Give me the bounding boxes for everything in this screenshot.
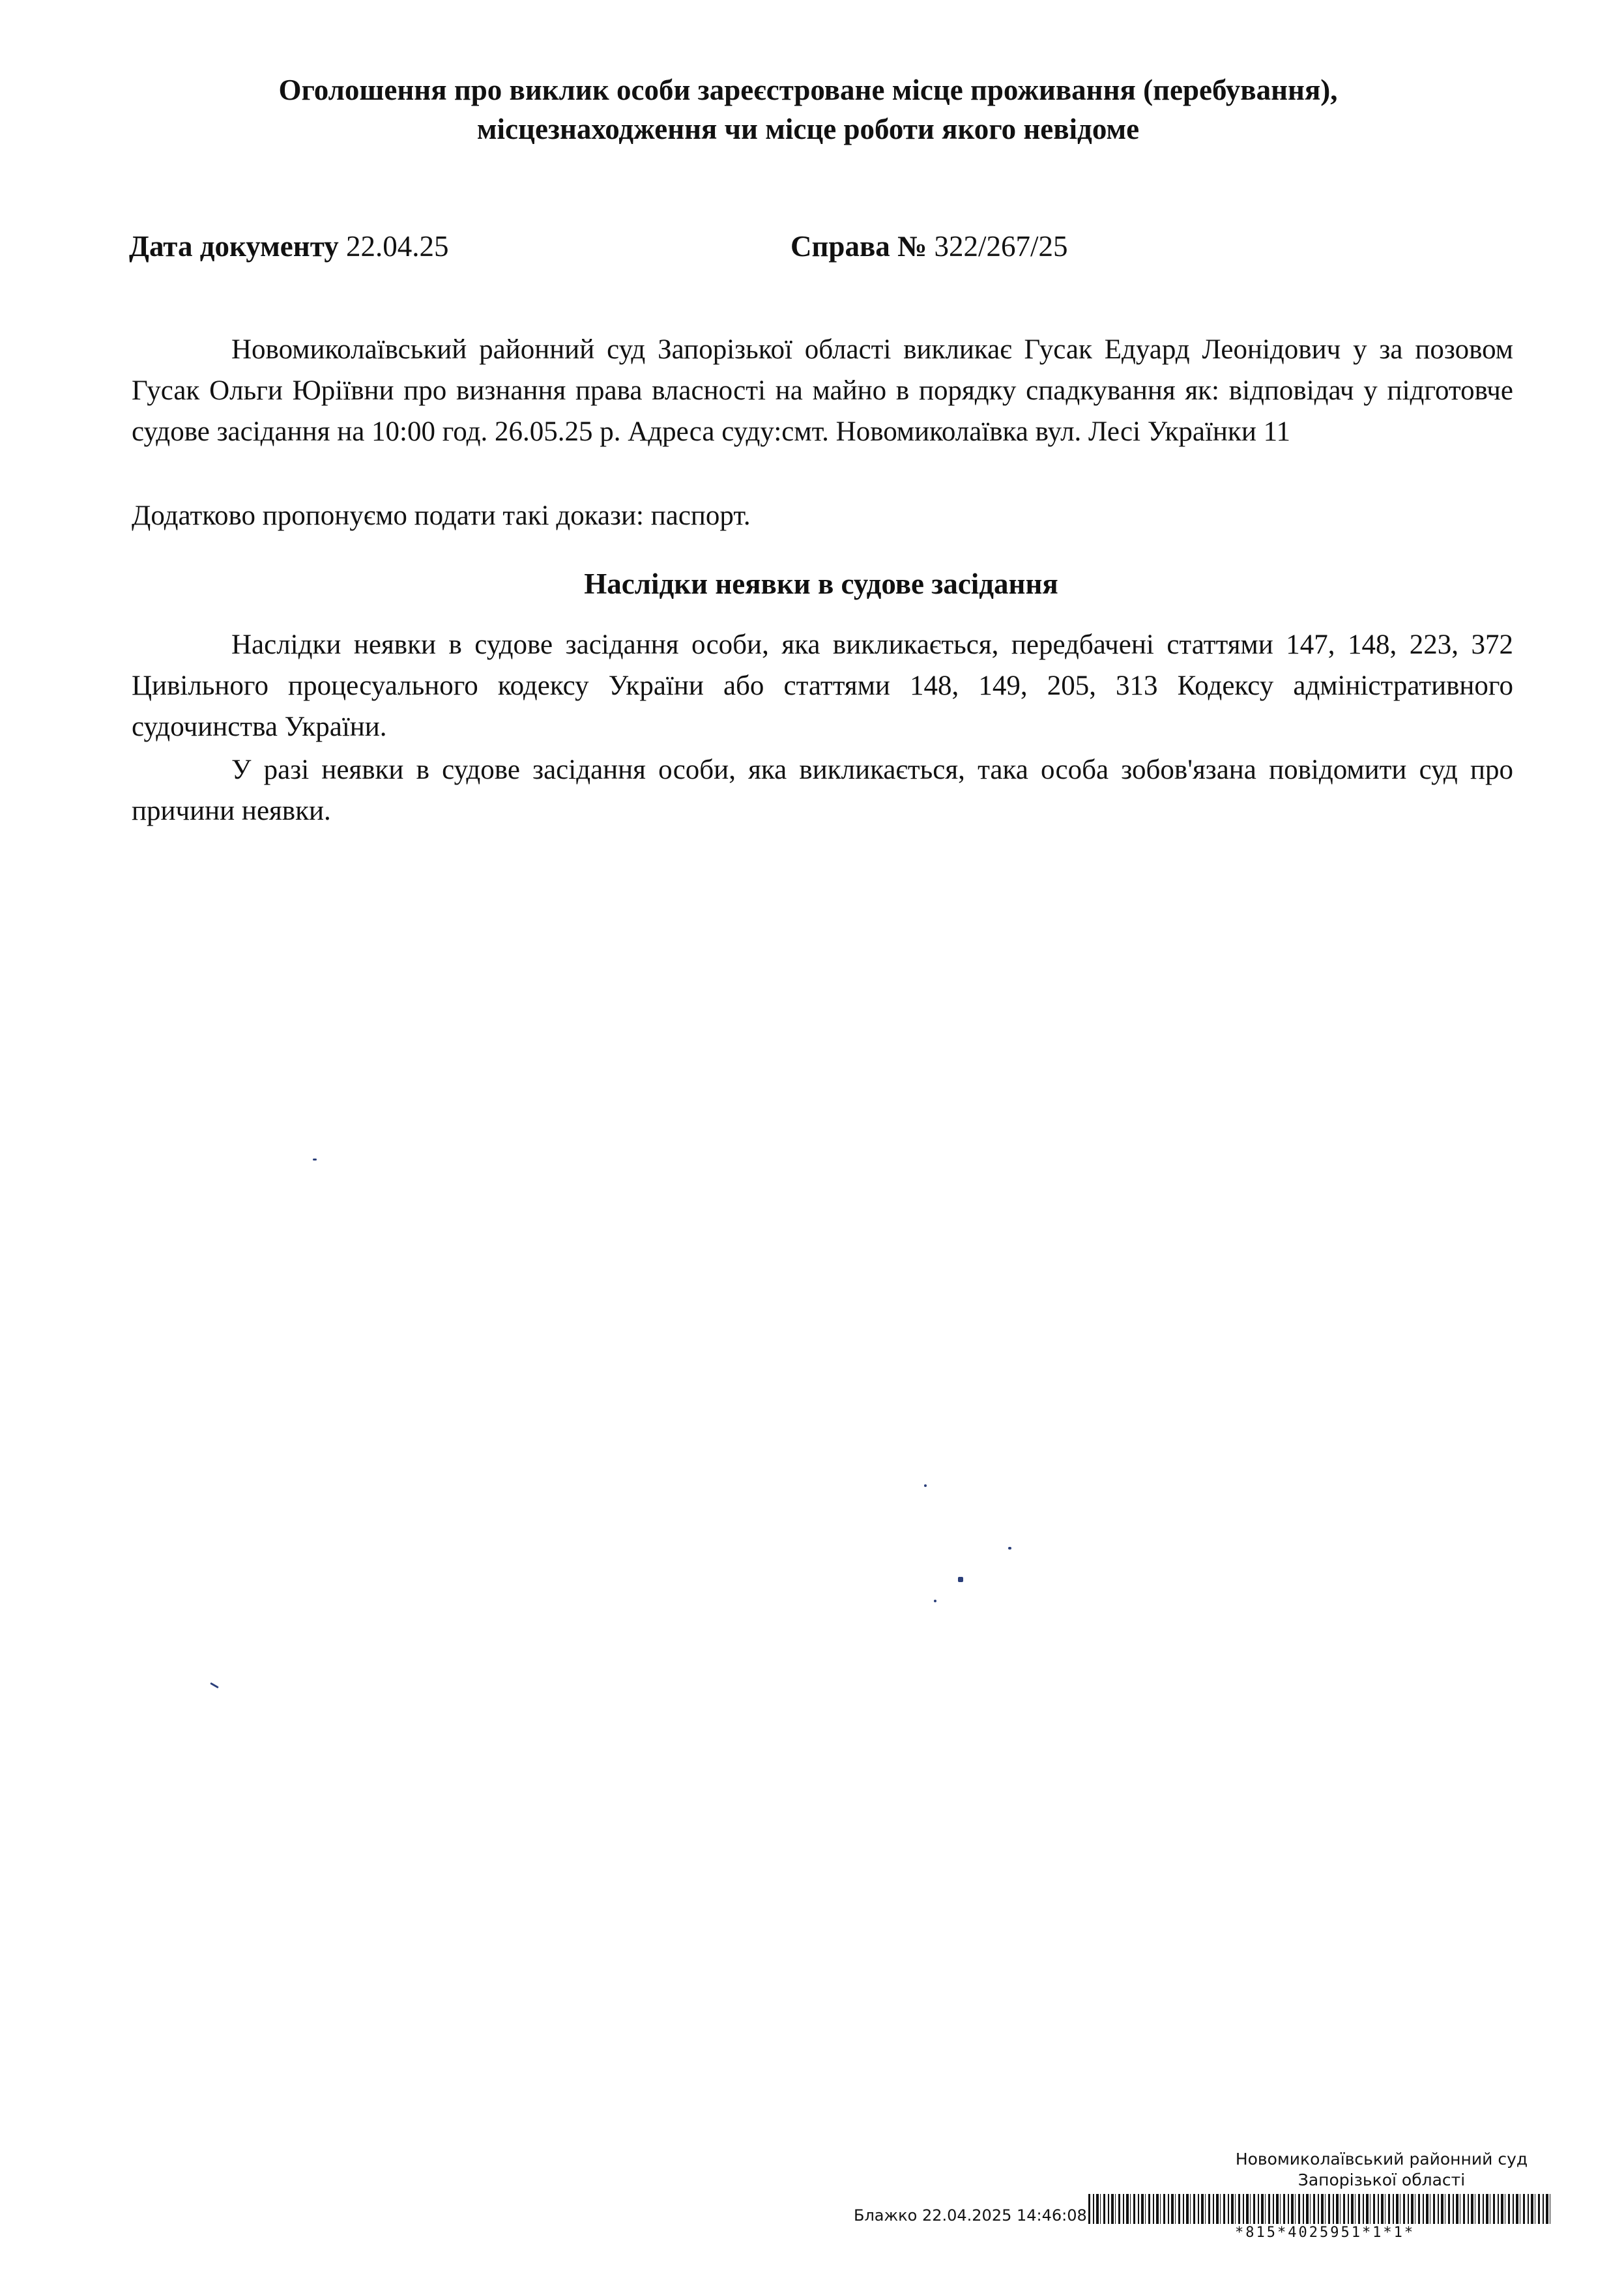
document-title	[130, 70, 1486, 149]
scan-speck	[1008, 1547, 1011, 1550]
scan-speck	[313, 1159, 317, 1161]
document-date	[129, 229, 448, 263]
signature-line: Блажко 22.04.2025 14:46:08	[854, 2206, 1087, 2225]
court-stamp-line-1: Новомиколаївський районний суд	[1235, 2150, 1528, 2169]
scan-speck	[934, 1600, 936, 1602]
section-title: Наслідки неявки в судове засідання	[584, 568, 1058, 600]
consequences-paragraph: Наслідки неявки в судове засідання особи, яка викликається, передбачені статтями 147, 148, 223, 372 Цивільного процесуального кодексу України або статтями 148, 149, 205, 313 Кодексу адміністративного судочинства України.	[132, 629, 1513, 742]
case-value: 322/267/25	[934, 230, 1068, 263]
court-stamp	[1153, 2149, 1610, 2191]
scan-speck	[958, 1577, 963, 1582]
summons-paragraph: Новомиколаївський районний суд Запорізької області викликає Гусак Едуард Леонідович у за позовом Гусак Ольги Юріївни про визнання права власності на майно в порядку спадкування як: відповідач у підготовче судове засідання на 10:00 год. 26.05.25 р. Адреса суду:смт. Новомиколаївка вул. Лесі Українки 11	[132, 334, 1513, 447]
obligation-paragraph: У разі неявки в судове засідання особи, яка викликається, така особа зобов'язана повідомити суд про причини неявки.	[132, 755, 1513, 826]
title-line-1: Оголошення про виклик особи зареєстроване місце проживання (перебування),	[278, 74, 1338, 106]
case-number	[790, 229, 1068, 263]
date-label: Дата документу	[129, 230, 339, 263]
scan-speck	[924, 1484, 927, 1487]
title-line-2: місцезнаходження чи місце роботи якого невідоме	[476, 113, 1140, 145]
consequences-block	[132, 624, 1513, 747]
barcode-code: *815*4025951*1*1*	[1235, 2225, 1415, 2241]
obligation-block	[132, 749, 1513, 831]
summons-paragraph-block	[132, 329, 1513, 452]
scan-speck	[210, 1682, 219, 1689]
date-value: 22.04.25	[345, 230, 449, 263]
evidence-paragraph: Додатково пропонуємо подати такі докази: паспорт.	[132, 500, 751, 531]
evidence-block	[132, 495, 1513, 536]
court-stamp-line-2: Запорізької області	[1298, 2170, 1466, 2189]
barcode	[1088, 2194, 1551, 2224]
case-label: Справа №	[790, 230, 927, 263]
